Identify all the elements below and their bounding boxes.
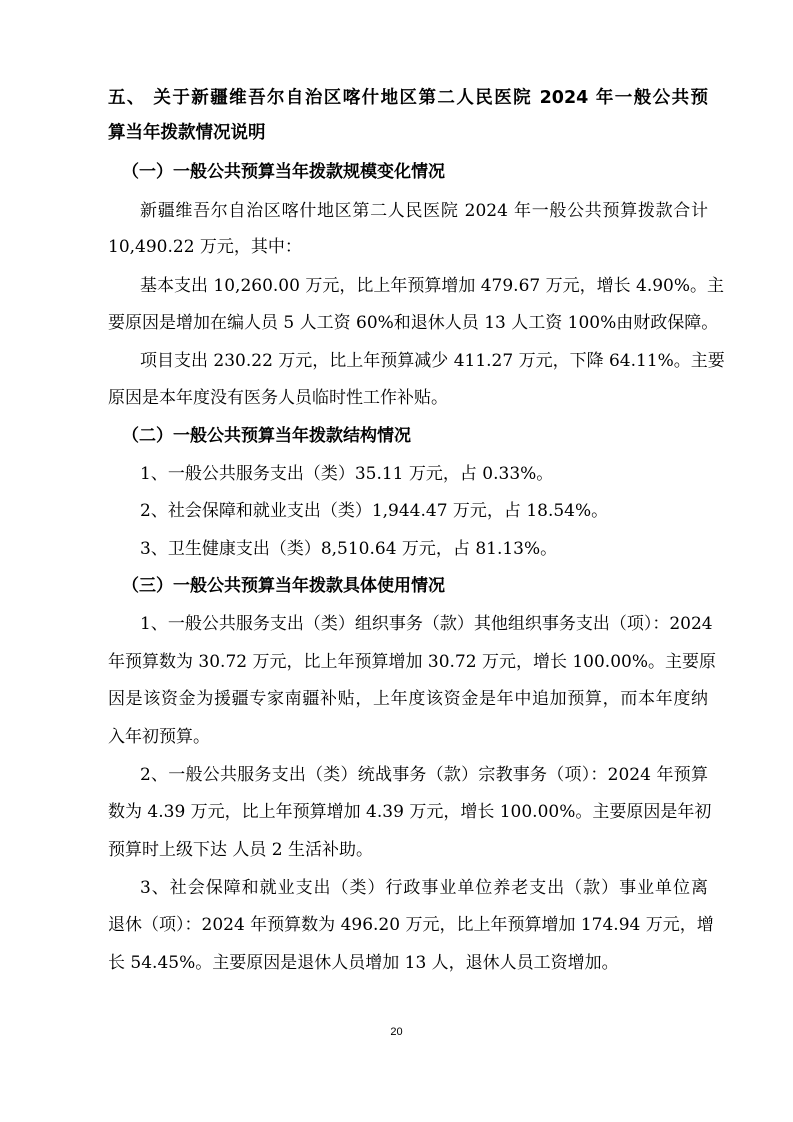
part3-heading: （三）一般公共预算当年拨款具体使用情况	[122, 576, 445, 596]
part3-item1-line-2: 年预算数为 30.72 万元，比上年预算增加 30.72 万元，增长 100.00%。主要原	[108, 652, 716, 672]
part3-item2-line-1: 2、一般公共服务支出（类）统战事务（款）宗教事务（项）：2024 年预算	[140, 765, 708, 785]
part3-item3-line-1: 3、社会保障和就业支出（类）行政事业单位养老支出（款）事业单位离	[140, 878, 708, 898]
section-heading-line-1: 五、 关于新疆维吾尔自治区喀什地区第二人民医院 2024 年一般公共预	[108, 88, 708, 108]
part3-item2-line-3: 预算时上级下达 人员 2 生活补助。	[108, 840, 374, 860]
part3-item1-line-1: 1、一般公共服务支出（类）组织事务（款）其他组织事务支出（项）：2024	[140, 614, 713, 634]
part2-heading: （二）一般公共预算当年拨款结构情况	[122, 426, 411, 446]
part1-project-line-2: 原因是本年度没有医务人员临时性工作补贴。	[108, 388, 448, 408]
part2-item-1: 1、一般公共服务支出（类）35.11 万元，占 0.33%。	[140, 464, 554, 484]
part1-intro-line-1: 新疆维吾尔自治区喀什地区第二人民医院 2024 年一般公共预算拨款合计	[140, 201, 708, 221]
part3-item3-line-2: 退休（项）：2024 年预算数为 496.20 万元，比上年预算增加 174.94 万元，增	[108, 915, 714, 935]
part1-project-line-1: 项目支出 230.22 万元，比上年预算减少 411.27 万元，下降 64.11%。主要	[140, 351, 725, 371]
part3-item1-line-3: 因是该资金为援疆专家南疆补贴，上年度该资金是年中追加预算，而本年度纳	[108, 689, 708, 709]
section-heading-line-2: 算当年拨款情况说明	[108, 123, 266, 143]
part3-item1-line-4: 入年初预算。	[108, 727, 210, 747]
page-number: 20	[390, 1026, 403, 1038]
part3-item2-line-2: 数为 4.39 万元，比上年预算增加 4.39 万元，增长 100.00%。主要原因是年初	[108, 802, 712, 822]
part2-item-2: 2、社会保障和就业支出（类）1,944.47 万元，占 18.54%。	[140, 501, 609, 521]
part1-intro-line-2: 10,490.22 万元，其中：	[108, 237, 302, 257]
part2-item-3: 3、卫生健康支出（类）8,510.64 万元，占 81.13%。	[140, 539, 558, 559]
part1-basic-line-1: 基本支出 10,260.00 万元，比上年预算增加 479.67 万元，增长 4.90%。主	[140, 276, 725, 296]
part1-basic-line-2: 要原因是增加在编人员 5 人工资 60%和退休人员 13 人工资 100%由财政保障。	[108, 313, 719, 333]
part1-heading: （一）一般公共预算当年拨款规模变化情况	[122, 162, 445, 182]
part3-item3-line-3: 长 54.45%。主要原因是退休人员增加 13 人，退休人员工资增加。	[108, 953, 619, 973]
